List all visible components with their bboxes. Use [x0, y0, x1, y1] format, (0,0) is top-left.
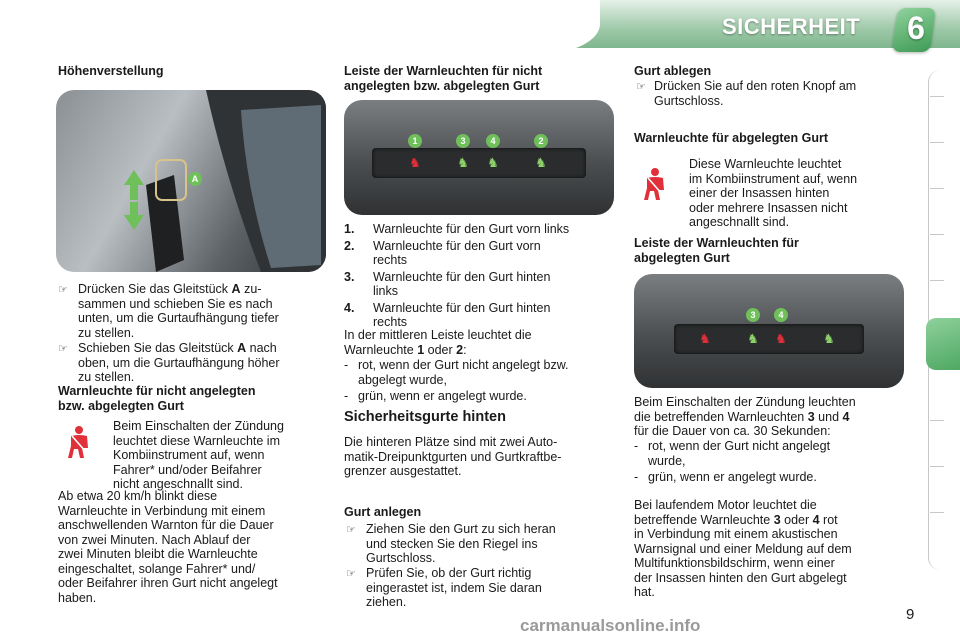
- chapter-tab-divider: [930, 420, 944, 421]
- panel-number-4: 4: [486, 134, 500, 148]
- dash-item: - rot, wenn der Gurt nicht angelegt wurde,: [634, 439, 831, 468]
- front-warning-paragraph: Ab etwa 20 km/h blinkt diese Warnleuchte in Verbindung mit einem anschwellenden Warnton für die Dauer von zwei Minuten. Nach Ablauf der zwei Minuten bleibt die Warnleuchte eingeschaltet, solange Fahrer* und/ oder Beifahrer ihren Gurt nicht angelegt haben.: [58, 489, 278, 605]
- fasten-bullet-1: Ziehen Sie den Gurt zu sich heran und stecken Sie den Riegel ins Gurtschloss.: [366, 522, 556, 565]
- panel-number-2: 2: [534, 134, 548, 148]
- page-title: SICHERHEIT: [722, 14, 861, 39]
- list-item: 2. Warnleuchte für den Gurt vorn rechts: [344, 238, 541, 267]
- list-item: 4. Warnleuchte für den Gurt hinten rechts: [344, 300, 551, 329]
- rear-warning-bar-photo: [634, 274, 904, 388]
- dash-item: - grün, wenn er angelegt wurde.: [634, 470, 817, 484]
- bullet-icon: ☞: [346, 568, 356, 580]
- rear-bar-heading: Leiste der Warnleuchten für abgelegten Gurt: [634, 236, 799, 265]
- bullet-icon: ☞: [58, 284, 68, 296]
- fasten-bullet-2: Prüfen Sie, ob der Gurt richtig eingerastet ist, indem Sie daran ziehen.: [366, 566, 542, 609]
- seatbelt-height-photo: [56, 90, 326, 272]
- seatbelt-indicator-green: ♞: [747, 331, 759, 346]
- chapter-number: 6: [907, 10, 925, 46]
- chapter-tab-divider: [930, 512, 944, 513]
- seatbelt-warning-icon: [64, 424, 94, 460]
- panel-number-3: 3: [456, 134, 470, 148]
- engine-running-text: Bei laufendem Motor leuchtet die betreffende Warnleuchte 3 oder 4 rot in Verbindung mit einem akustischen Warnsignal und einer Meldung auf dem Multifunktionsbildschirm, wenn einer der Insassen hinten den Gurt abgelegt hat.: [634, 498, 852, 599]
- chapter-tab-divider: [930, 142, 944, 143]
- seatbelt-indicator-green: ♞: [487, 155, 499, 170]
- mid-bar-text: In der mittleren Leiste leuchtet die Warnleuchte 1 oder 2:: [344, 328, 532, 357]
- seatbelt-warning-icon: [640, 166, 670, 202]
- rear-belts-text: Die hinteren Plätze sind mit zwei Auto- matik-Dreipunktgurten und Gurtkraftbe- grenzer ausgestattet.: [344, 435, 562, 478]
- chapter-tab-active[interactable]: [926, 318, 960, 370]
- seatbelt-indicator-green: ♞: [535, 155, 547, 170]
- dash-item: - grün, wenn er angelegt wurde.: [344, 389, 527, 403]
- height-bullet-1: Drücken Sie das Gleitstück A zu- sammen und schieben Sie es nach unten, um die Gurtaufhängung tiefer zu stellen.: [78, 282, 279, 340]
- panel-number-1: 1: [408, 134, 422, 148]
- unfasten-heading: Gurt ablegen: [634, 64, 712, 78]
- seatbelt-indicator-red: ♞: [699, 331, 711, 346]
- header-white-area: [0, 0, 600, 54]
- warning-bar-heading: Leiste der Warnleuchten für nicht angelegten bzw. abgelegten Gurt: [344, 64, 543, 93]
- bullet-icon: ☞: [346, 524, 356, 536]
- seatbelt-indicator-red: ♞: [409, 155, 421, 170]
- bullet-icon: ☞: [58, 343, 68, 355]
- dash-item: - rot, wenn der Gurt nicht angelegt bzw. abgelegt wurde,: [344, 358, 569, 387]
- page-number: 9: [906, 606, 915, 623]
- rear-bar-dash-list: [634, 439, 906, 485]
- chapter-tab-divider: [930, 280, 944, 281]
- indicator-list: [344, 222, 616, 330]
- chapter-tab-divider: [930, 234, 944, 235]
- rear-panel-number-4: 4: [774, 308, 788, 322]
- warning-bar-photo: [344, 100, 614, 215]
- list-item: 1. Warnleuchte für den Gurt vorn links: [344, 222, 570, 236]
- chapter-tab-divider: [930, 188, 944, 189]
- mid-bar-dash-list: [344, 358, 616, 404]
- seatbelt-indicator-red: ♞: [775, 331, 787, 346]
- front-warning-heading: Warnleuchte für nicht angelegten bzw. abgelegten Gurt: [58, 384, 256, 413]
- watermark: carmanualsonline.info: [520, 616, 701, 635]
- photo-label-a: A: [188, 172, 202, 186]
- chapter-tab-divider: [930, 96, 944, 97]
- bullet-icon: ☞: [636, 81, 646, 93]
- rear-bar-text: Beim Einschalten der Zündung leuchten die betreffenden Warnleuchten 3 und 4 für die Dauer von ca. 30 Sekunden:: [634, 395, 856, 438]
- rear-warning-text: Diese Warnleuchte leuchtet im Kombiinstrument auf, wenn einer der Insassen hinten oder mehrere Insassen nicht angeschnallt sind.: [689, 157, 858, 229]
- height-adjust-heading: Höhenverstellung: [58, 64, 164, 78]
- fasten-heading: Gurt anlegen: [344, 505, 422, 519]
- seatbelt-indicator-green: ♞: [457, 155, 469, 170]
- height-bullet-2: Schieben Sie das Gleitstück A nach oben, um die Gurtaufhängung höher zu stellen.: [78, 341, 280, 384]
- front-warning-text: Beim Einschalten der Zündung leuchtet diese Warnleuchte im Kombiinstrument auf, wenn Fahrer* und/oder Beifahrer nicht angeschnallt sind.: [113, 419, 284, 491]
- rear-panel-number-3: 3: [746, 308, 760, 322]
- list-item: 3. Warnleuchte für den Gurt hinten links: [344, 269, 551, 298]
- chapter-tab-divider: [930, 466, 944, 467]
- seatbelt-indicator-green: ♞: [823, 331, 835, 346]
- warning-bar-strip: [372, 148, 586, 178]
- rear-warning-heading: Warnleuchte für abgelegten Gurt: [634, 131, 829, 145]
- unfasten-bullet: Drücken Sie auf den roten Knopf am Gurtschloss.: [654, 79, 857, 108]
- rear-belts-section-title: Sicherheitsgurte hinten: [344, 409, 506, 425]
